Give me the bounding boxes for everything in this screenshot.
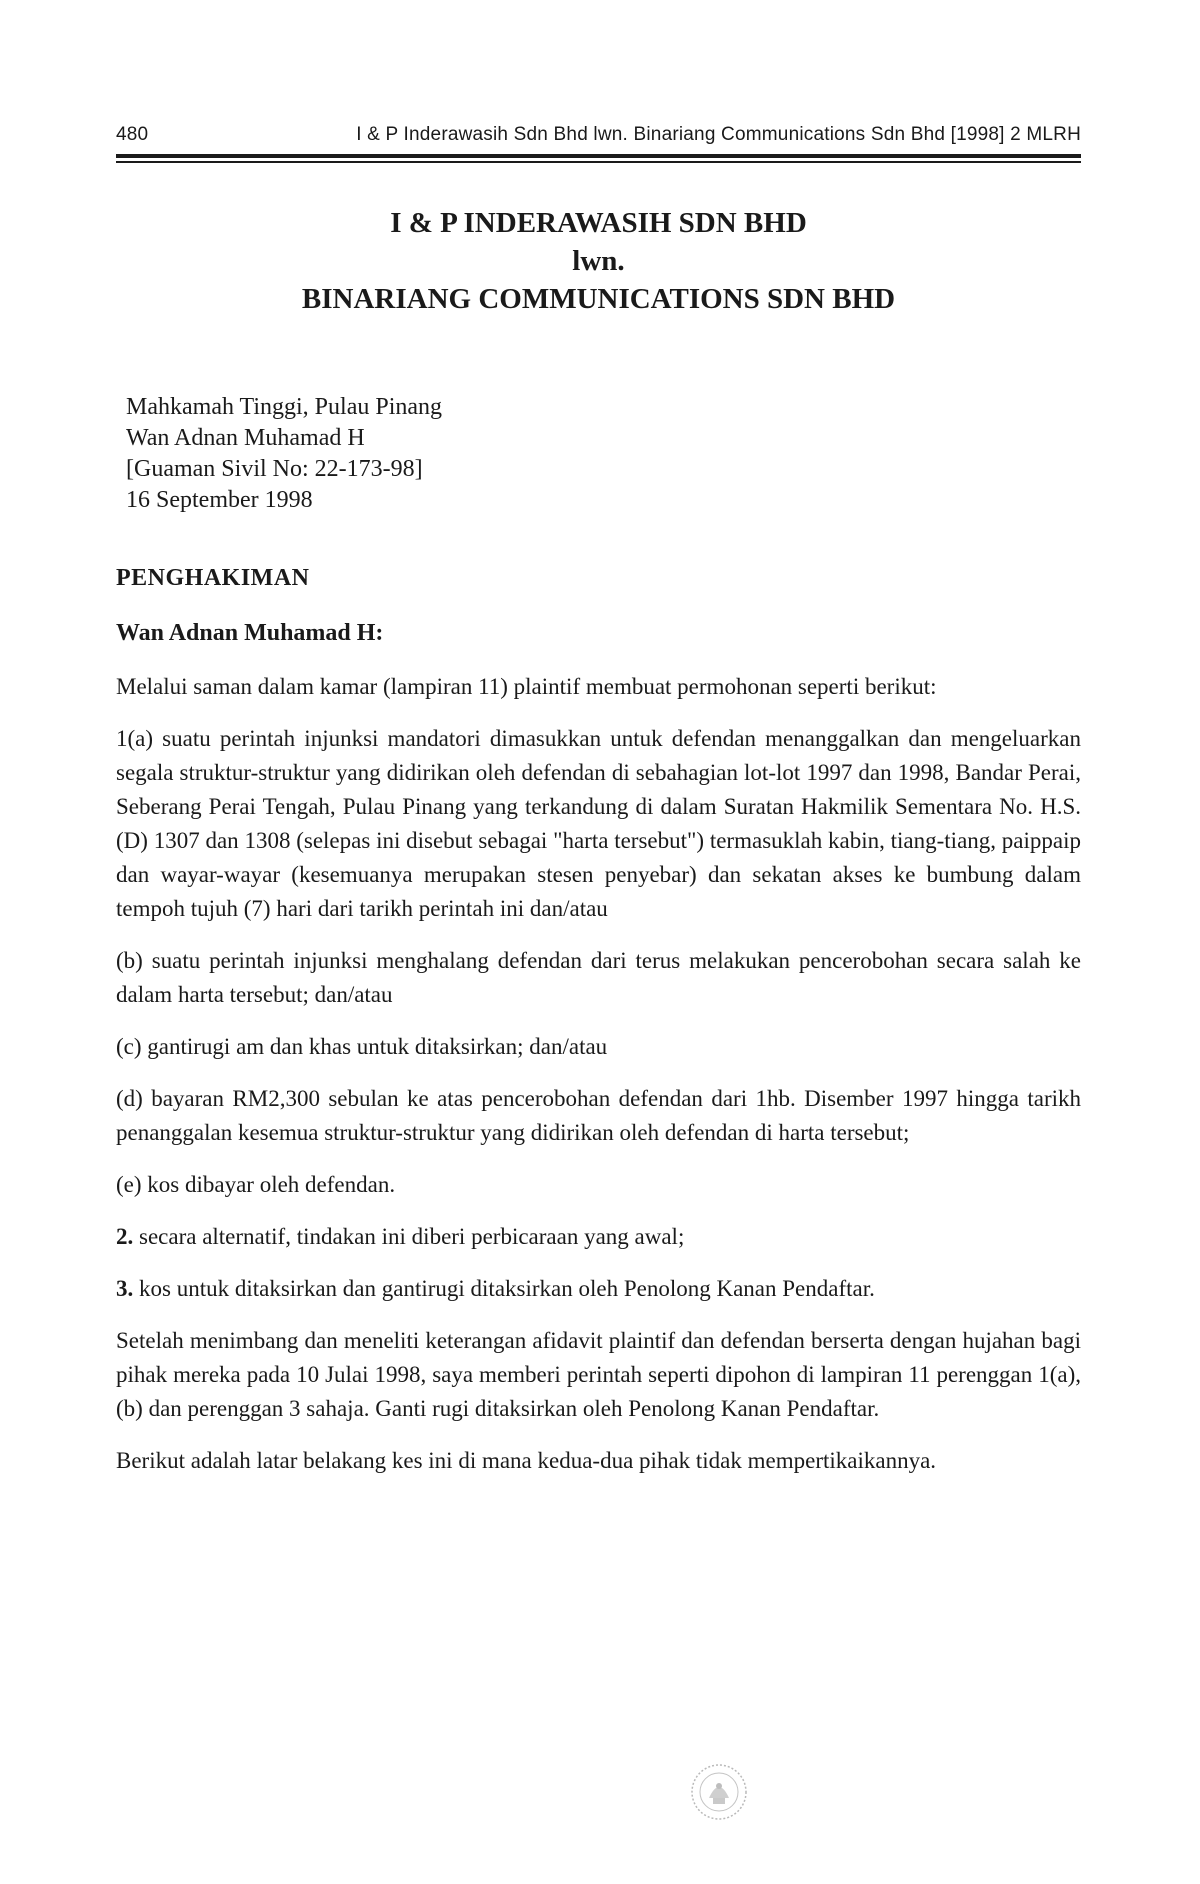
- paragraph-item-1a: 1(a) suatu perintah injunksi mandatori dimasukkan untuk defendan menanggalkan dan mengeluarkan segala struktur-struktur yang didirikan oleh defendan di sebahagian lot-lot 1997 dan 1998, Bandar Perai, Seberang Perai Tengah, Pulau Pinang yang terkandung di dalam Suratan Hakmilik Sementara No. H.S.(D) 1307 dan 1308 (selepas ini disebut sebagai "harta tersebut") termasuklah kabin, tiang-tiang, paippaip dan wayar-wayar (kesemuanya merupakan stesen penyebar) dan sekatan akses ke bumbung dalam tempoh tujuh (7) hari dari tarikh perintah ini dan/atau: [116, 726, 1081, 921]
- paragraph-item-e: (e) kos dibayar oleh defendan.: [116, 1172, 396, 1197]
- judgment-body: [116, 670, 1081, 1496]
- plaintiff-name: I & P INDERAWASIH SDN BHD: [390, 207, 807, 239]
- judge-name: Wan Adnan Muhamad H: [126, 425, 365, 451]
- paragraph-item-2: [116, 1220, 1081, 1254]
- judgment-heading: PENGHAKIMAN: [116, 565, 310, 591]
- court-name: Mahkamah Tinggi, Pulau Pinang: [126, 394, 443, 420]
- document-page: [116, 0, 1081, 1884]
- judgment-date: 16 September 1998: [126, 487, 313, 513]
- paragraph-item-3: [116, 1272, 1081, 1306]
- judge-heading: Wan Adnan Muhamad H:: [116, 620, 384, 646]
- paragraph-intro: Melalui saman dalam kamar (lampiran 11) plaintif membuat permohonan seperti berikut:: [116, 674, 937, 699]
- running-title: I & P Inderawasih Sdn Bhd lwn. Binariang Communications Sdn Bhd [1998] 2 MLRH: [356, 124, 1081, 145]
- versus-label: lwn.: [572, 245, 625, 277]
- running-header: [116, 124, 1081, 152]
- court-seal-icon: [689, 1762, 749, 1822]
- paragraph-item-b: (b) suatu perintah injunksi menghalang defendan dari terus melakukan pencerobohan secara salah ke dalam harta tersebut; dan/atau: [116, 948, 1081, 1007]
- defendant-name: BINARIANG COMMUNICATIONS SDN BHD: [301, 283, 896, 315]
- paragraph-item-d: (d) bayaran RM2,300 sebulan ke atas pencerobohan defendan dari 1hb. Disember 1997 hingga tarikh penanggalan kesemua struktur-struktur yang didirikan oleh defendan di harta tersebut;: [116, 1086, 1081, 1145]
- header-rule-thin: [116, 161, 1081, 163]
- item-2-text: secara alternatif, tindakan ini diberi perbicaraan yang awal;: [133, 1224, 685, 1249]
- paragraph-background: Berikut adalah latar belakang kes ini di mana kedua-dua pihak tidak mempertikaikannya.: [116, 1448, 937, 1473]
- court-info: [126, 392, 442, 516]
- paragraph-item-c: (c) gantirugi am dan khas untuk ditaksirkan; dan/atau: [116, 1034, 608, 1059]
- item-3-text: kos untuk ditaksirkan dan gantirugi ditaksirkan oleh Penolong Kanan Pendaftar.: [133, 1276, 875, 1301]
- page-number: 480: [116, 124, 149, 145]
- header-rule-thick: [116, 154, 1081, 158]
- item-3-number: 3.: [116, 1276, 134, 1301]
- suit-number: [Guaman Sivil No: 22-173-98]: [126, 456, 423, 482]
- item-2-number: 2.: [116, 1224, 134, 1249]
- paragraph-order: Setelah menimbang dan meneliti keterangan afidavit plaintif dan defendan berserta dengan hujahan bagi pihak mereka pada 10 Julai 1998, saya memberi perintah seperti dipohon di lampiran 11 perenggan 1(a), (b) dan perenggan 3 sahaja. Ganti rugi ditaksirkan oleh Penolong Kanan Pendaftar.: [116, 1328, 1081, 1421]
- case-title: [116, 204, 1081, 318]
